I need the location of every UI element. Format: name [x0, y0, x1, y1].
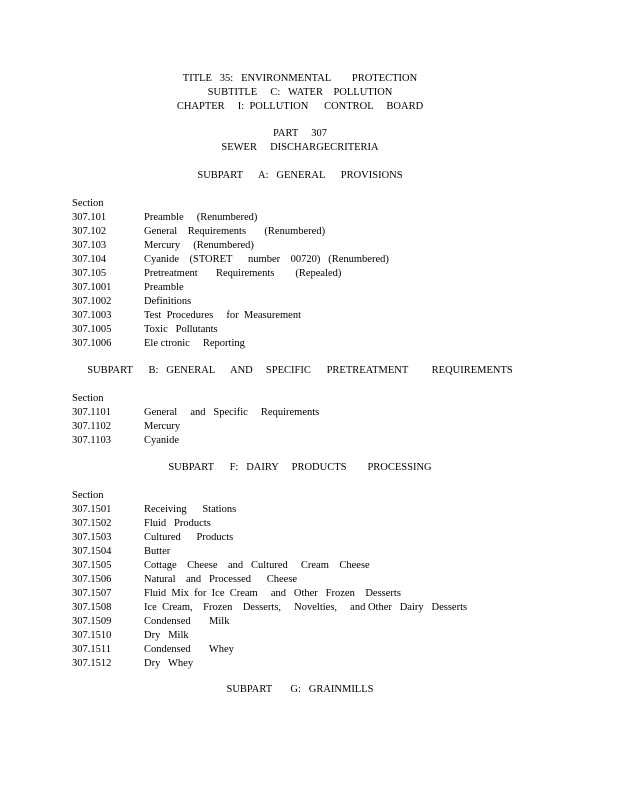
section-number: 307.102: [72, 226, 107, 237]
section-title: Mercury (Renumbered): [144, 240, 254, 251]
section-number: 307.1006: [72, 338, 112, 349]
section-title: Butter: [144, 546, 171, 557]
title-line: TITLE 35: ENVIRONMENTAL PROTECTION: [182, 73, 418, 84]
section-title: Dry Milk: [144, 630, 189, 641]
section-title: Pretreatment Requirements (Repealed): [144, 268, 342, 279]
section-title: Preamble: [144, 282, 184, 293]
section-number: 307.1002: [72, 296, 112, 307]
section-title: General Requirements (Renumbered): [144, 226, 326, 237]
section-title: Cyanide (STORET number 00720) (Renumbered): [144, 254, 389, 265]
section-number: 307.1511: [72, 644, 111, 655]
chapter-line: CHAPTER I: POLLUTION CONTROL BOARD: [176, 101, 424, 112]
section-title: Cyanide: [144, 435, 179, 446]
section-number: 307.1101: [72, 407, 111, 418]
section-title: General and Specific Requirements: [144, 407, 320, 418]
subpart-a-section-label: Section: [72, 198, 104, 209]
section-title: Fluid Mix for Ice Cream and Other Frozen Desserts: [144, 588, 401, 599]
section-number: 307.1502: [72, 518, 112, 529]
section-number: 307.1102: [72, 421, 111, 432]
section-title: Cottage Cheese and Cultured Cream Cheese: [144, 560, 370, 571]
section-title: Definitions: [144, 296, 192, 307]
section-number: 307.1512: [72, 658, 112, 669]
section-title: Ice Cream, Frozen Desserts, Novelties, and Other Dairy Desserts: [144, 602, 468, 613]
section-title: Condensed Milk: [144, 616, 230, 627]
section-number: 307.1005: [72, 324, 112, 335]
section-number: 307.1508: [72, 602, 112, 613]
section-title: Cultured Products: [144, 532, 234, 543]
section-number: 307.103: [72, 240, 107, 251]
section-title: Receiving Stations: [144, 504, 237, 515]
section-number: 307.104: [72, 254, 107, 265]
section-number: 307.1506: [72, 574, 112, 585]
section-number: 307.101: [72, 212, 107, 223]
section-number: 307.1505: [72, 560, 112, 571]
section-number: 307.105: [72, 268, 107, 279]
section-number: 307.1103: [72, 435, 111, 446]
subpart-b-section-label: Section: [72, 393, 104, 404]
section-number: 307.1509: [72, 616, 112, 627]
subtitle-line: SUBTITLE C: WATER POLLUTION: [207, 87, 393, 98]
section-title: Ele ctronic Reporting: [144, 338, 245, 349]
part-line: PART 307: [273, 128, 327, 139]
section-title: Test Procedures for Measurement: [144, 310, 302, 321]
subpart-b-heading: SUBPART B: GENERAL AND SPECIFIC PRETREATMENT REQUIREMENTS: [87, 365, 513, 376]
section-number: 307.1003: [72, 310, 112, 321]
section-title: Fluid Products: [144, 518, 211, 529]
subpart-g-heading: SUBPART G: GRAINMILLS: [226, 684, 374, 695]
section-number: 307.1510: [72, 630, 112, 641]
section-title: Dry Whey: [144, 658, 194, 669]
section-title: Mercury: [144, 421, 181, 432]
subpart-f-section-label: Section: [72, 490, 104, 501]
subpart-a-heading: SUBPART A: GENERAL PROVISIONS: [197, 170, 403, 181]
section-title: Condensed Whey: [144, 644, 234, 655]
section-title: Toxic Pollutants: [144, 324, 218, 335]
section-number: 307.1503: [72, 532, 112, 543]
section-number: 307.1504: [72, 546, 112, 557]
section-number: 307.1507: [72, 588, 112, 599]
section-number: 307.1001: [72, 282, 112, 293]
part-name-line: SEWER DISCHARGECRITERIA: [221, 142, 379, 153]
subpart-f-heading: SUBPART F: DAIRY PRODUCTS PROCESSING: [168, 462, 432, 473]
section-title: Preamble (Renumbered): [144, 212, 258, 223]
section-number: 307.1501: [72, 504, 112, 515]
section-title: Natural and Processed Cheese: [144, 574, 298, 585]
